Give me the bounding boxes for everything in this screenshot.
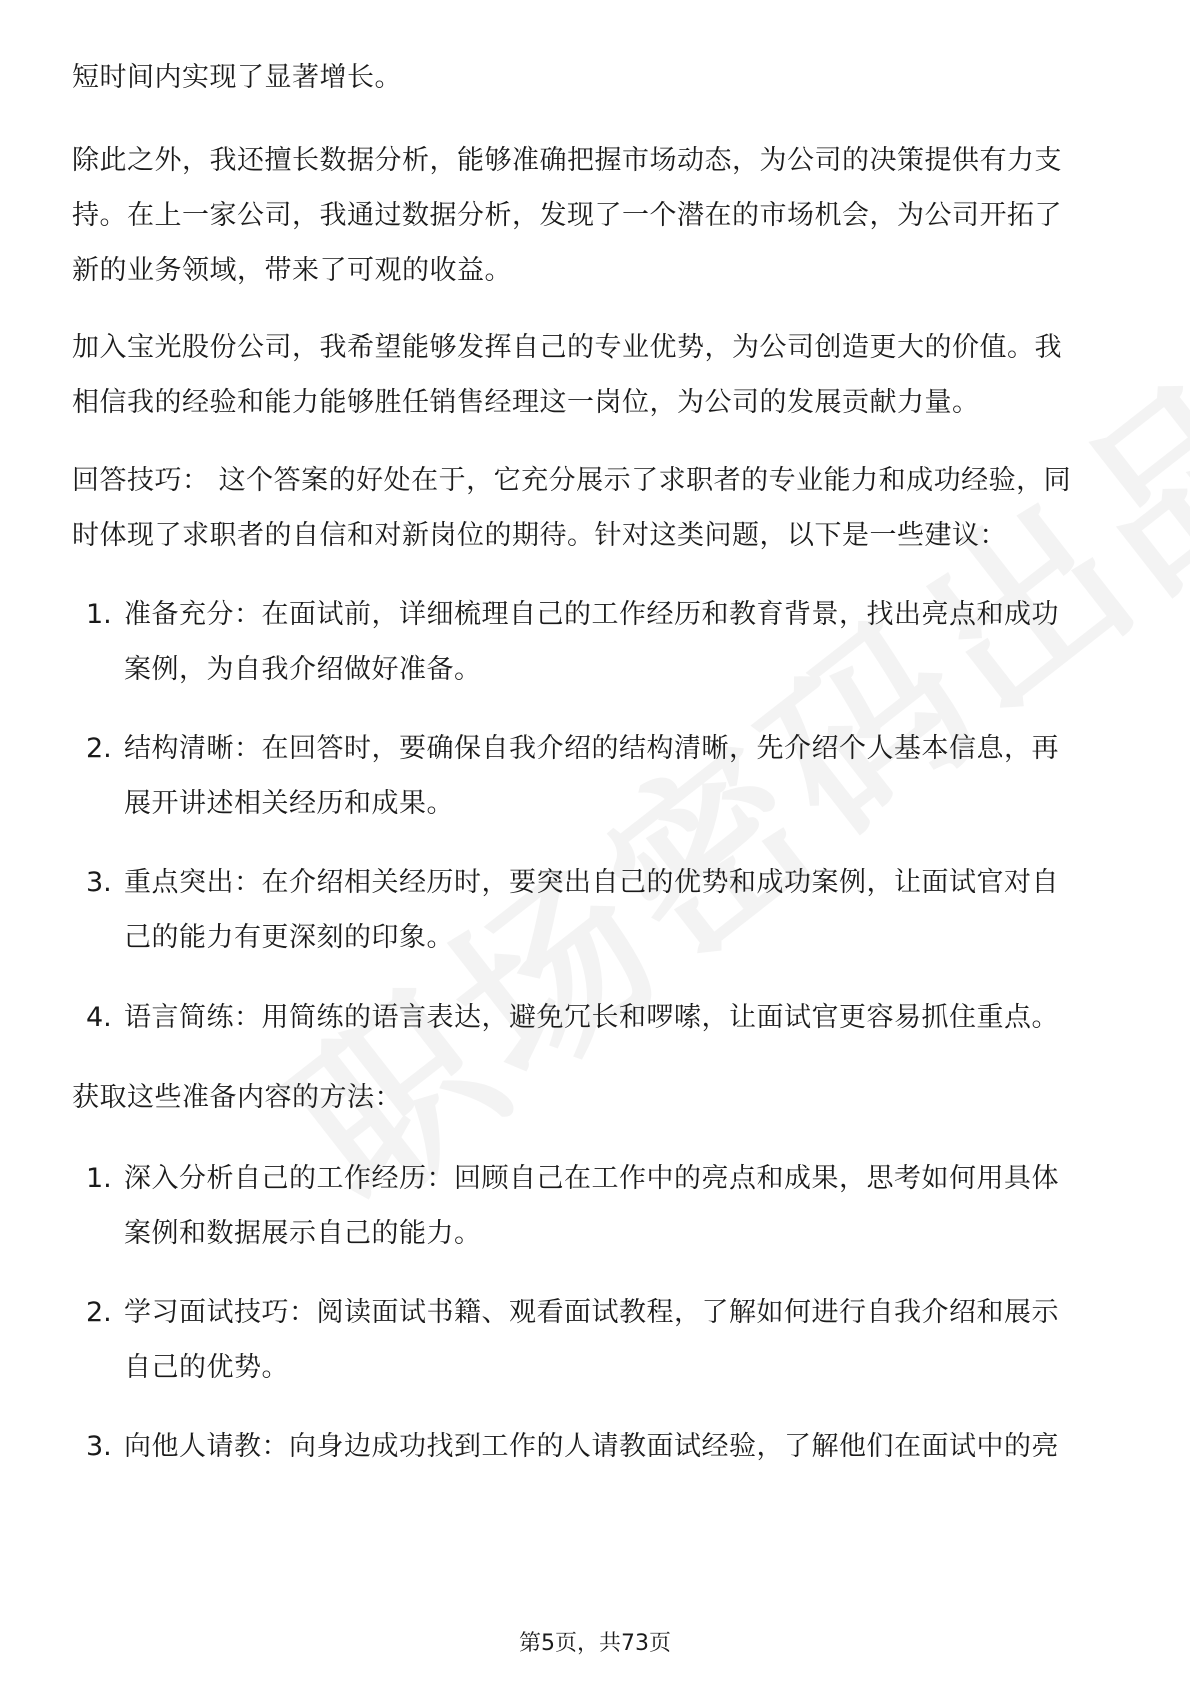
paragraph-line: 除此之外，我还擅长数据分析，能够准确把握市场动态，为公司的决策提供有力支 — [72, 145, 1062, 176]
list-item-text: 己的能力有更深刻的印象。 — [124, 922, 454, 953]
list-number: 1. — [86, 599, 112, 630]
list-item-text: 案例，为自我介绍做好准备。 — [124, 654, 482, 685]
list-item-text: 学习面试技巧：阅读面试书籍、观看面试教程，了解如何进行自我介绍和展示 — [124, 1297, 1059, 1328]
list-number: 2. — [86, 1297, 112, 1328]
list-item-text: 重点突出：在介绍相关经历时，要突出自己的优势和成功案例，让面试官对自 — [124, 867, 1059, 898]
paragraph-line: 时体现了求职者的自信和对新岗位的期待。针对这类问题，以下是一些建议： — [72, 520, 1007, 551]
list-item-text: 结构清晰：在回答时，要确保自我介绍的结构清晰，先介绍个人基本信息，再 — [124, 733, 1059, 764]
list-item-text: 自己的优势。 — [124, 1352, 289, 1383]
list-item-text: 语言简练：用简练的语言表达，避免冗长和啰嗦，让面试官更容易抓住重点。 — [124, 1002, 1059, 1033]
list-item-text: 向他人请教：向身边成功找到工作的人请教面试经验，了解他们在面试中的亮 — [124, 1431, 1059, 1462]
paragraph-line: 相信我的经验和能力能够胜任销售经理这一岗位，为公司的发展贡献力量。 — [72, 387, 980, 418]
list-number: 2. — [86, 733, 112, 764]
paragraph-line: 短时间内实现了显著增长。 — [72, 62, 402, 93]
list-item-text: 深入分析自己的工作经历：回顾自己在工作中的亮点和成果，思考如何用具体 — [124, 1163, 1059, 1194]
page-number: 第5页，共73页 — [519, 1631, 671, 1656]
paragraph-line: 持。在上一家公司，我通过数据分析，发现了一个潜在的市场机会，为公司开拓了 — [72, 200, 1062, 231]
list-number: 1. — [86, 1163, 112, 1194]
paragraph-line: 加入宝光股份公司，我希望能够发挥自己的专业优势，为公司创造更大的价值。我 — [72, 332, 1062, 363]
list-item-text: 展开讲述相关经历和成果。 — [124, 788, 454, 819]
list-number: 3. — [86, 1431, 112, 1462]
paragraph-line: 新的业务领域，带来了可观的收益。 — [72, 255, 512, 286]
paragraph-line: 回答技巧： 这个答案的好处在于，它充分展示了求职者的专业能力和成功经验，同 — [72, 465, 1072, 496]
list-item-text: 准备充分：在面试前，详细梳理自己的工作经历和教育背景，找出亮点和成功 — [124, 599, 1059, 630]
list-item-text: 案例和数据展示自己的能力。 — [124, 1218, 482, 1249]
list-number: 3. — [86, 867, 112, 898]
section-heading: 获取这些准备内容的方法： — [72, 1082, 402, 1113]
list-number: 4. — [86, 1002, 112, 1033]
